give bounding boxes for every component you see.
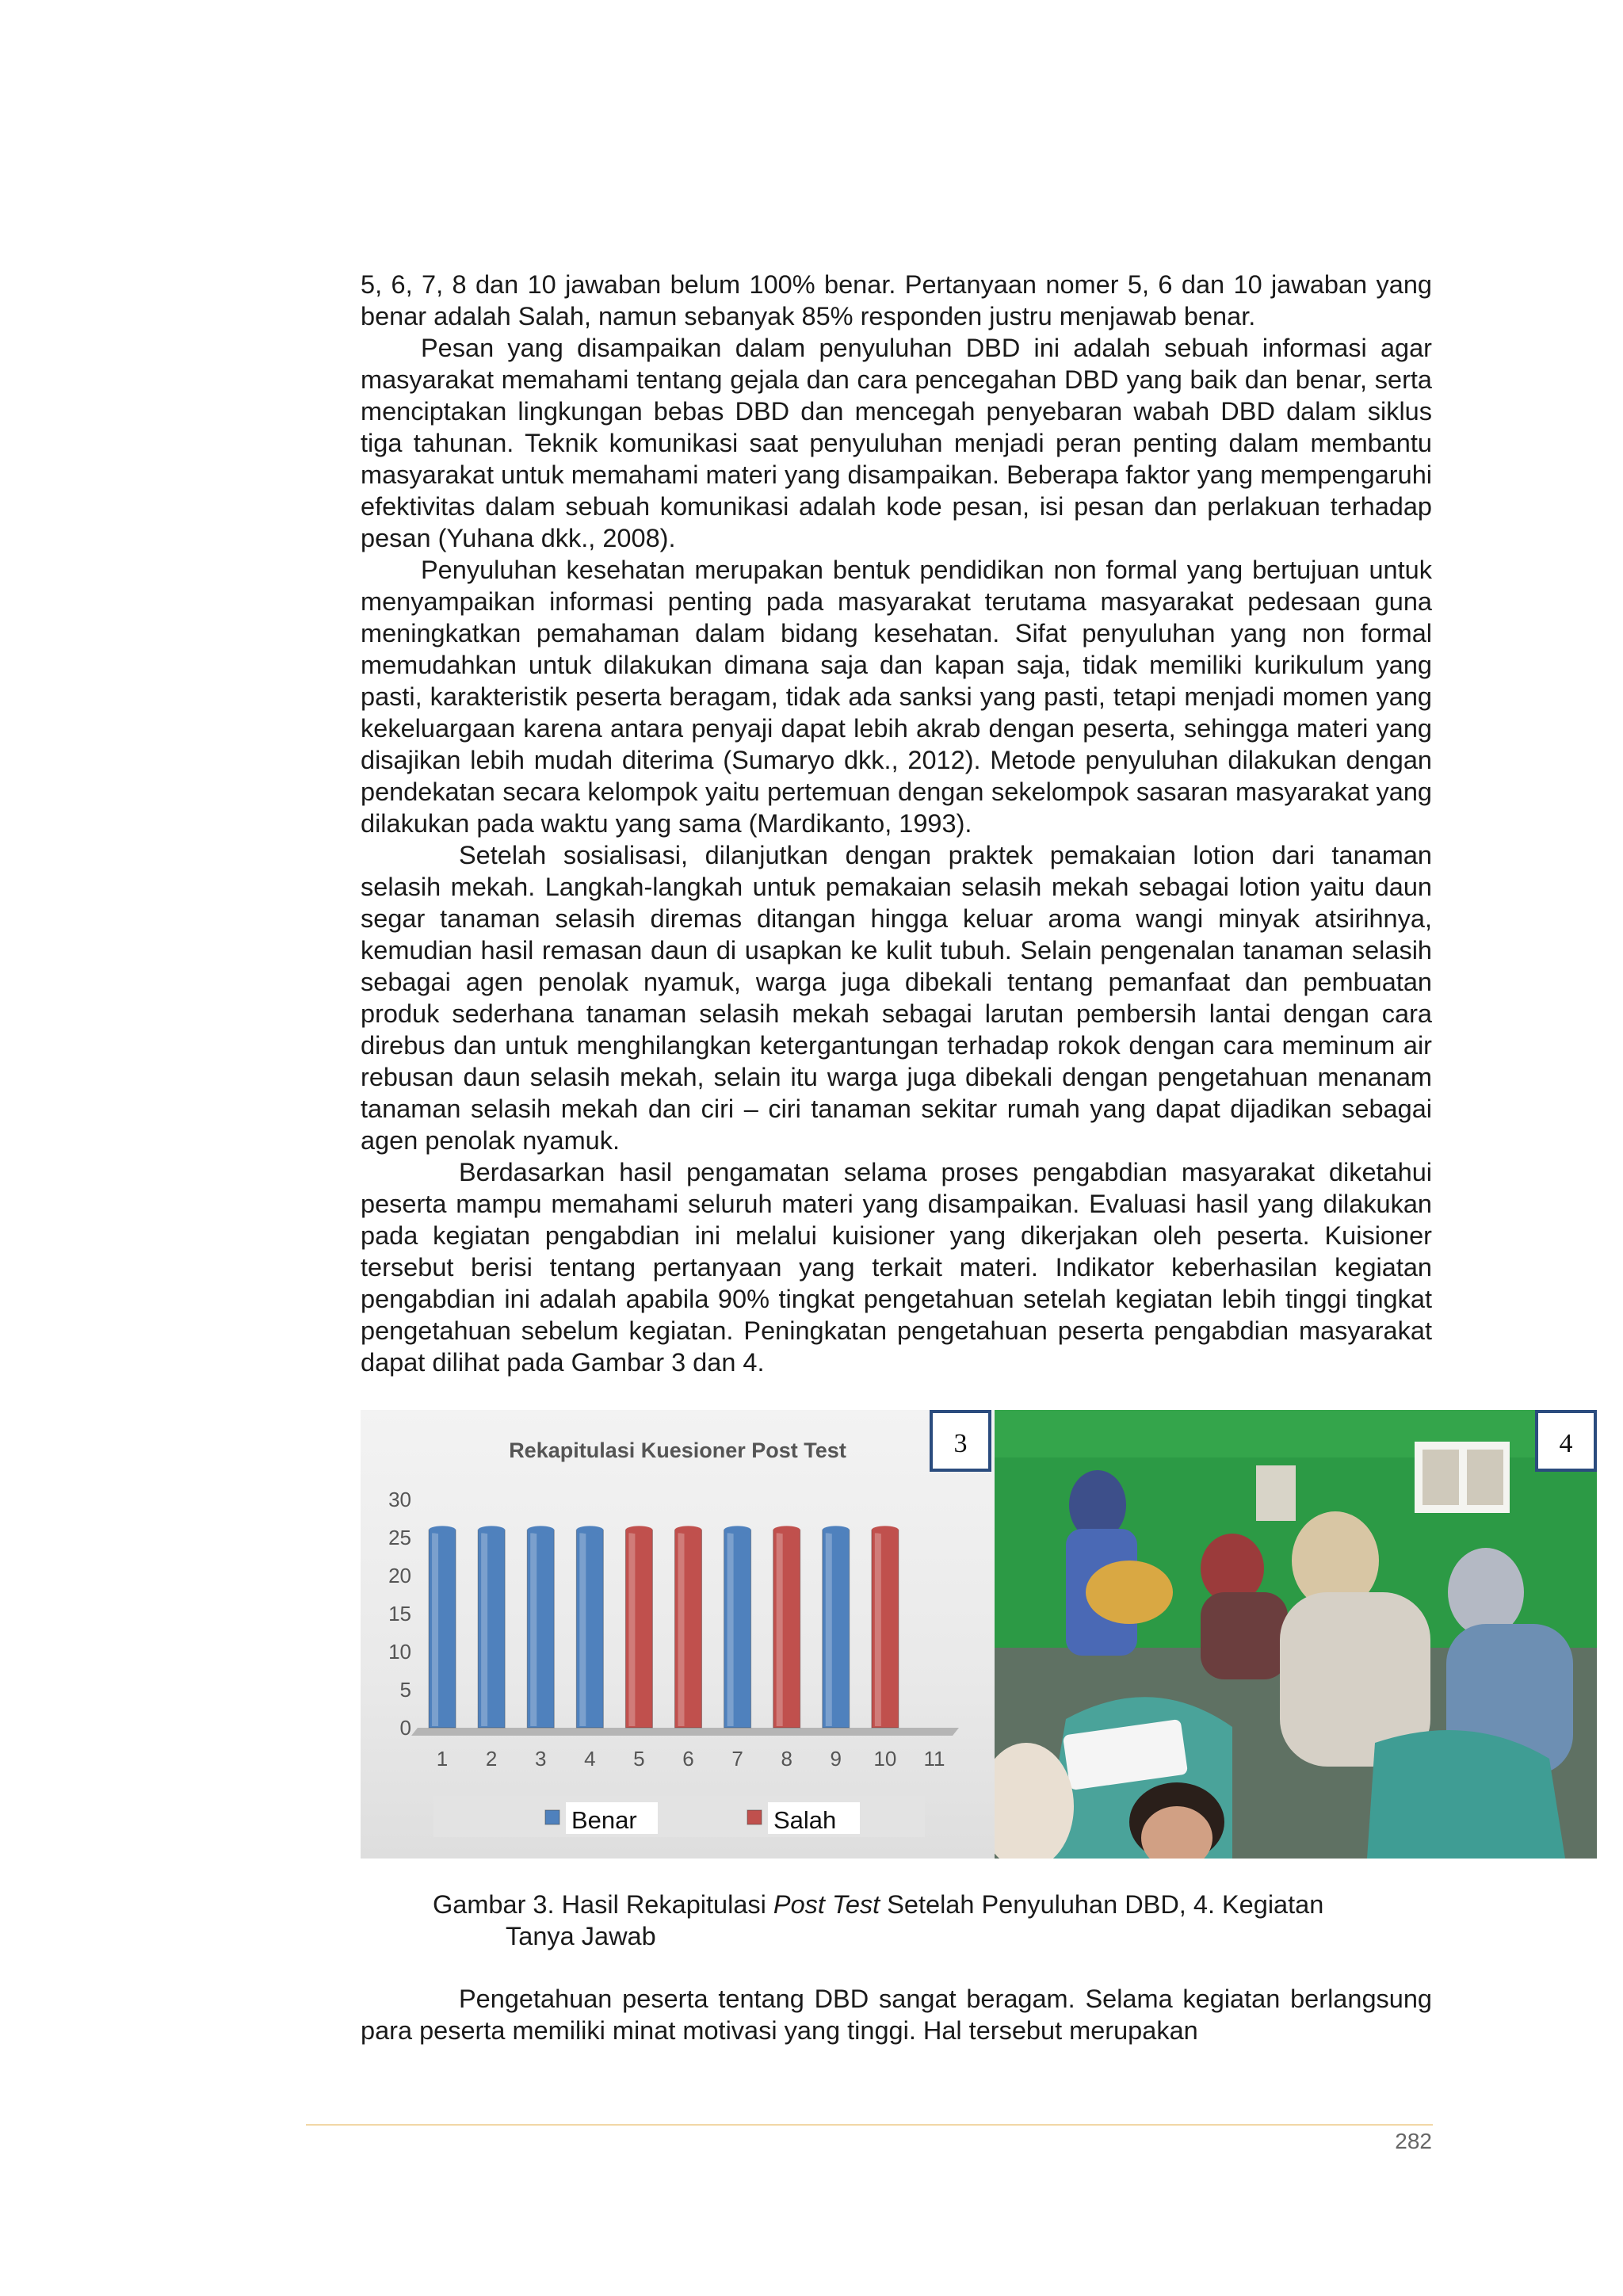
x-tick-label: 6 (682, 1747, 694, 1771)
y-tick-label: 10 (388, 1640, 411, 1664)
paragraph: Setelah sosialisasi, dilanjutkan dengan praktek pemakaian lotion dari tanaman selasih mekah. Langkah-langkah untuk pemakaian selasih mekah sebagai lotion yaitu daun segar tanaman selasih diremas ditangan hingga keluar aroma wangi minyak atsirihnya, kemudian hasil remasan daun di usapkan ke kulit tubuh. Selain pengenalan tanaman selasih sebagai agen penolak nyamuk, warga juga dibekali tentang pemanfaat dan pembuatan produk sederhana tanaman selasih mekah sebagai larutan pembersih lantai dengan cara direbus dan untuk menghilangkan ketergantungan terhadap rokok dengan cara meminum air rebusan daun selasih mekah, selain itu warga juga dibekali dengan pengetahuan menanam tanaman selasih mekah dan ciri – ciri tanaman sekitar rumah yang dapat dijadikan sebagai agen penolak nyamuk. (361, 841, 1432, 1155)
x-tick-label: 8 (781, 1747, 792, 1771)
body-text-top (361, 269, 1432, 1378)
post-test-bar-chart (361, 1410, 995, 1859)
bar-cap (625, 1526, 652, 1534)
caption-suffix: Setelah Penyuluhan DBD, 4. Kegiatan (880, 1890, 1324, 1919)
x-tick-label: 9 (830, 1747, 842, 1771)
figure-caption (433, 1889, 1432, 1952)
y-tick-label: 25 (388, 1526, 411, 1549)
figure-label-3: 3 (930, 1410, 991, 1472)
legend-label-benar: Benar (571, 1806, 637, 1834)
bar-highlight (678, 1533, 685, 1726)
x-tick-label: 11 (923, 1747, 945, 1771)
chart-title: Rekapitulasi Kuesioner Post Test (509, 1438, 846, 1462)
bar-cap (823, 1526, 850, 1534)
bar-highlight (432, 1533, 438, 1726)
bar-cap (872, 1526, 899, 1534)
x-tick-label: 2 (485, 1747, 498, 1771)
paragraph: Berdasarkan hasil pengamatan selama proses pengabdian masyarakat diketahui peserta mampu memahami seluruh materi yang disampaikan. Evaluasi hasil yang dilakukan pada kegiatan pengabdian ini melalui kuisioner yang dikerjakan oleh peserta. Kuisioner tersebut berisi tentang pertanyaan yang terkait materi. Indikator keberhasilan kegiatan pengabdian ini adalah apabila 90% tingkat pengetahuan setelah kegiatan lebih tinggi tingkat pengetahuan sebelum kegiatan. Peningkatan pengetahuan peserta pengabdian masyarakat dapat dilihat pada Gambar 3 dan 4. (361, 1158, 1432, 1377)
bar-cap (429, 1526, 456, 1534)
bar-highlight (875, 1533, 881, 1726)
bar-highlight (826, 1533, 832, 1726)
body-text-bottom (361, 1983, 1432, 2046)
x-tick-label: 7 (731, 1747, 743, 1771)
footer-divider (306, 2124, 1433, 2126)
caption-italic: Post Test (773, 1890, 880, 1919)
caption-prefix: Gambar 3. Hasil Rekapitulasi (433, 1890, 773, 1919)
x-tick-label: 3 (534, 1747, 547, 1771)
paragraph: Pesan yang disampaikan dalam penyuluhan DBD ini adalah sebuah informasi agar masyarakat memahami tentang gejala dan cara pencegahan DBD yang baik dan benar, serta menciptakan lingkungan bebas DBD dan mencegah penyebaran wabah DBD dalam siklus tiga tahunan. Teknik komunikasi saat penyuluhan menjadi peran penting dalam membantu masyarakat untuk memahami materi yang disampaikan. Beberapa faktor yang mempengaruhi efektivitas dalam sebuah komunikasi adalah kode pesan, isi pesan dan perlakuan terhadap pesan (Yuhana dkk., 2008). (361, 334, 1432, 552)
paragraph: Pengetahuan peserta tentang DBD sangat beragam. Selama kegiatan berlangsung para peserta memiliki minat motivasi yang tinggi. Hal tersebut merupakan (361, 1985, 1432, 2045)
activity-photo (995, 1410, 1597, 1859)
y-tick-label: 30 (388, 1488, 411, 1511)
photo-illustration (995, 1410, 1597, 1859)
legend-swatch-benar (545, 1810, 559, 1824)
paragraph: Penyuluhan kesehatan merupakan bentuk pendidikan non formal yang bertujuan untuk menyampaikan informasi penting pada masyarakat terutama masyarakat pedesaan guna meningkatkan pemahaman dalam bidang kesehatan. Sifat penyuluhan yang non formal memudahkan untuk dilakukan dimana saja dan kapan saja, tidak memiliki kurikulum yang pasti, karakteristik peserta beragam, tidak ada sanksi yang pasti, tetapi menjadi momen yang kekeluargaan karena antara penyaji dapat lebih akrab dengan peserta, sehingga materi yang disajikan lebih mudah diterima (Sumaryo dkk., 2012). Metode penyuluhan dilakukan dengan pendekatan secara kelompok yaitu pertemuan dengan sekelompok sasaran masyarakat yang dilakukan pada waktu yang sama (Mardikanto, 1993). (361, 556, 1432, 838)
bar-highlight (530, 1533, 537, 1726)
bar-cap (527, 1526, 554, 1534)
bar-cap (773, 1526, 800, 1534)
y-tick-label: 0 (399, 1716, 411, 1740)
bar-highlight (777, 1533, 783, 1726)
paragraph: 5, 6, 7, 8 dan 10 jawaban belum 100% benar. Pertanyaan nomer 5, 6 dan 10 jawaban yang benar adalah Salah, namun sebanyak 85% responden justru menjawab benar. (361, 270, 1432, 330)
bar-cap (724, 1526, 751, 1534)
bar-highlight (727, 1533, 734, 1726)
figure-label-4: 4 (1535, 1410, 1597, 1472)
y-tick-label: 20 (388, 1564, 411, 1587)
chart-svg (361, 1410, 995, 1859)
bar-cap (478, 1526, 505, 1534)
chart-floor (411, 1728, 959, 1736)
x-tick-label: 1 (436, 1747, 449, 1771)
bar-cap (675, 1526, 702, 1534)
bar-highlight (481, 1533, 487, 1726)
x-tick-label: 5 (633, 1747, 645, 1771)
page-number: 282 (1395, 2129, 1432, 2153)
y-tick-label: 15 (388, 1602, 411, 1626)
x-tick-label: 4 (584, 1747, 596, 1771)
legend-label-salah: Salah (773, 1806, 837, 1834)
bar-cap (576, 1526, 603, 1534)
bar-highlight (628, 1533, 635, 1726)
bar-highlight (579, 1533, 586, 1726)
y-tick-label: 5 (399, 1678, 411, 1702)
x-tick-label: 10 (873, 1747, 897, 1771)
figure-3-4 (361, 1410, 1597, 1859)
legend-swatch-salah (747, 1810, 762, 1824)
caption-continuation: Tanya Jawab (506, 1922, 656, 1950)
